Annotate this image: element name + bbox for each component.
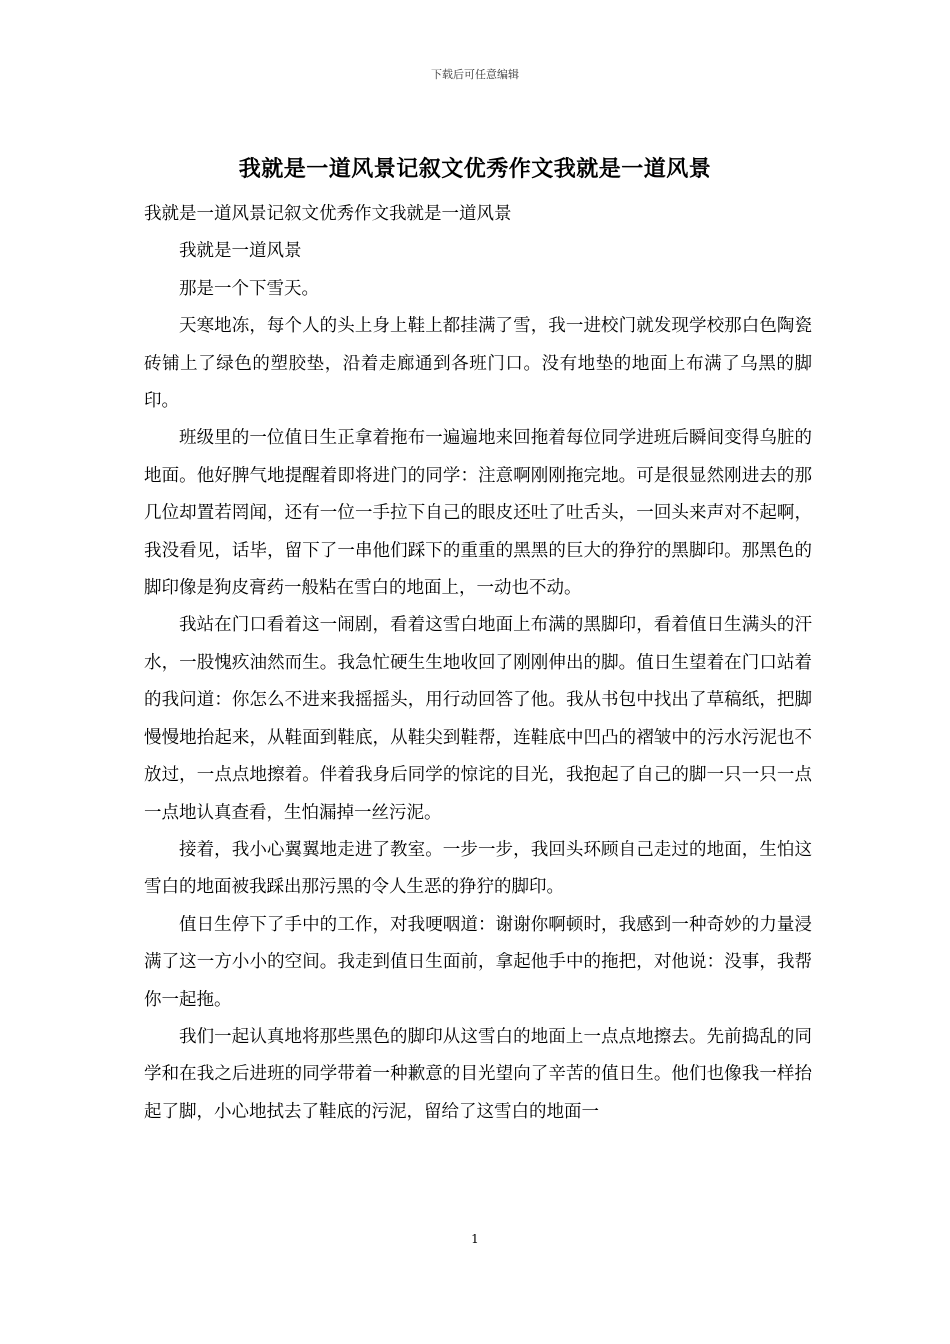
document-body	[144, 196, 812, 1131]
page-number: 1	[471, 1232, 479, 1246]
paragraph: 班级里的一位值日生正拿着拖布一遍遍地来回拖着每位同学进班后瞬间变得乌脏的地面。他好脾气地提醒着即将进门的同学：注意啊刚刚拖完地。可是很显然刚进去的那几位却置若罔闻，还有一位一手拉下自己的眼皮还吐了吐舌头，一回头来声对不起啊，我没看见，话毕，留下了一串他们踩下的重重的黑黑的巨大的狰狞的黑脚印。那黑色的脚印像是狗皮膏药一般粘在雪白的地面上，一动也不动。	[144, 428, 812, 599]
document-title: 我就是一道风景记叙文优秀作文我就是一道风景	[238, 156, 712, 182]
paragraph: 我们一起认真地将那些黑色的脚印从这雪白的地面上一点点地擦去。先前捣乱的同学和在我之后进班的同学带着一种歉意的目光望向了辛苦的值日生。他们也像我一样抬起了脚，小心地拭去了鞋底的污泥，留给了这雪白的地面一	[144, 1026, 812, 1122]
page-header-note: 下载后可任意编辑	[431, 68, 519, 81]
paragraph: 我就是一道风景	[179, 241, 302, 262]
paragraph: 我站在门口看着这一闹剧，看着这雪白地面上布满的黑脚印，看着值日生满头的汗水，一股愧疚油然而生。我急忙硬生生地收回了刚刚伸出的脚。值日生望着在门口站着的我问道：你怎么不进来我摇摇头，用行动回答了他。我从书包中找出了草稿纸，把脚慢慢地抬起来，从鞋面到鞋底，从鞋尖到鞋帮，连鞋底中凹凸的褶皱中的污水污泥也不放过，一点点地擦着。伴着我身后同学的惊诧的目光，我抱起了自己的脚一只一只一点一点地认真查看，生怕漏掉一丝污泥。	[144, 615, 812, 823]
paragraph: 天寒地冻，每个人的头上身上鞋上都挂满了雪，我一进校门就发现学校那白色陶瓷砖铺上了绿色的塑胶垫，沿着走廊通到各班门口。没有地垫的地面上布满了乌黑的脚印。	[144, 316, 812, 412]
paragraph: 接着，我小心翼翼地走进了教室。一步一步，我回头环顾自己走过的地面，生怕这雪白的地面被我踩出那污黑的令人生恶的狰狞的脚印。	[144, 839, 812, 898]
document-subtitle: 我就是一道风景记叙文优秀作文我就是一道风景	[144, 204, 512, 224]
paragraph: 那是一个下雪天。	[179, 278, 319, 299]
paragraph: 值日生停下了手中的工作，对我哽咽道：谢谢你啊顿时，我感到一种奇妙的力量浸满了这一方小小的空间。我走到值日生面前，拿起他手中的拖把，对他说：没事，我帮你一起拖。	[144, 914, 812, 1010]
